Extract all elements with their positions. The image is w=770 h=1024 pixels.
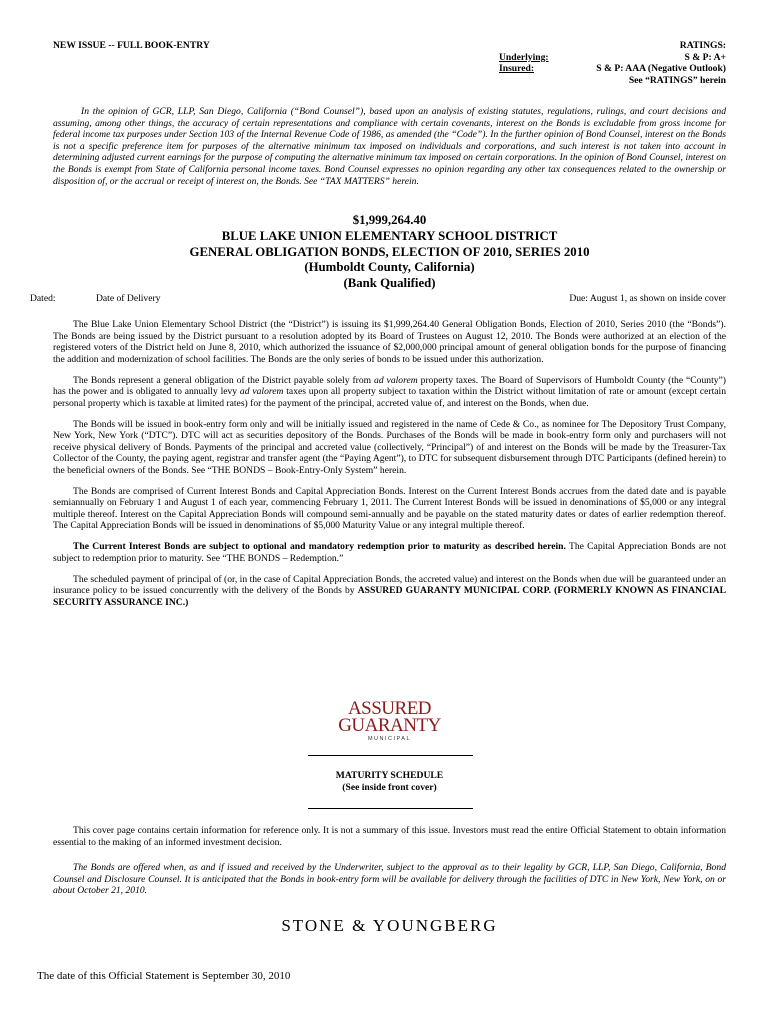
body-text bbox=[53, 319, 726, 618]
bond-series: GENERAL OBLIGATION BONDS, ELECTION OF 2010, SERIES 2010 bbox=[189, 244, 590, 259]
header bbox=[53, 40, 726, 96]
rating-labels bbox=[499, 52, 549, 75]
district-name: BLUE LAKE UNION ELEMENTARY SCHOOL DISTRICT bbox=[221, 228, 558, 243]
text-run: The scheduled payment of principal of (or, in the case of Capital Appreciation Bonds, the accreted value) and interest on the Bonds when due will be guaranteed under an insurance policy to be issued concurrently with the delivery of the Bonds by bbox=[53, 573, 726, 597]
bank-qualified: (Bank Qualified) bbox=[343, 276, 436, 291]
due-date: Due: August 1, as shown on inside cover bbox=[569, 293, 726, 304]
divider-top bbox=[308, 755, 473, 756]
county: (Humboldt County, California) bbox=[304, 260, 475, 275]
see-ratings: See “RATINGS” herein bbox=[628, 74, 726, 86]
logo-line-municipal: MUNICIPAL bbox=[367, 736, 412, 742]
paragraph-obligation bbox=[53, 375, 726, 410]
text-run-italic: ad valorem bbox=[239, 386, 284, 398]
official-statement-cover bbox=[30, 40, 727, 982]
statement-date: The date of this Official Statement is September 30, 2010 bbox=[37, 970, 291, 982]
dated-value: Date of Delivery bbox=[96, 293, 161, 304]
bond-title bbox=[53, 213, 726, 292]
reference-notice: This cover page contains certain information for reference only. It is not a summary of this issue. Investors must read the entire Official Statement to obtain information essential to the making of an informed investment decision. bbox=[53, 825, 726, 848]
ratings-block bbox=[596, 40, 726, 86]
divider-bottom bbox=[308, 808, 473, 809]
insured-label: Insured: bbox=[499, 63, 535, 74]
underwriter-logo: STONE & YOUNGBERG bbox=[281, 916, 498, 935]
underlying-label: Underlying: bbox=[499, 51, 549, 63]
paragraph-bond-types: The Bonds are comprised of Current Interest Bonds and Capital Appreciation Bonds. Interest on the Current Interest Bonds accrues from the dated date and is payable semiannually on February 1 and August 1 of each year, commencing February 1, 2011. The Current Interest Bonds will be issued in denominations of $5,000 or any integral multiple thereof. Interest on the Capital Appreciation Bonds will compound semi-annually and be payable on the stated maturity dates or dates of earlier redemption thereof. The Capital Appreciation Bonds will be issued in denominations of $5,000 Maturity Value or any integral multiple thereof. bbox=[53, 485, 726, 532]
text-run-italic: ad valorem bbox=[374, 374, 418, 386]
offering-notice: The Bonds are offered when, as and if issued and received by the Underwriter, subject to the approval as to their legality by GCR, LLP, San Diego, California, Bond Counsel and Disclosure Counsel. It is anticipated that the Bonds in book-entry form will be available for delivery through the facilities of DTC in New York, New York, on or about October 21, 2010. bbox=[53, 862, 726, 897]
assured-guaranty-logo bbox=[53, 700, 726, 742]
dated-label: Dated: bbox=[30, 293, 56, 304]
text-run-bold: ASSURED GUARANTY MUNICIPAL CORP. (FORMERLY KNOWN AS FINANCIAL SECURITY ASSURANCE INC.) bbox=[53, 585, 726, 608]
maturity-schedule bbox=[53, 770, 726, 793]
paragraph-redemption bbox=[53, 541, 726, 564]
text-run-bold: The Current Interest Bonds are subject to optional and mandatory redemption prior to maturity as described herein. bbox=[73, 541, 566, 553]
text-run: The Bonds represent a general obligation of the District payable solely from bbox=[73, 374, 375, 386]
issue-type: NEW ISSUE -- FULL BOOK-ENTRY bbox=[53, 40, 210, 51]
text-run: taxes upon all property subject to taxation within the District without limitation of rate or amount (except certain personal property which is taxable at limited rates) for the payment of the principal, accreted value of, and interest on the Bonds, when due. bbox=[53, 386, 726, 409]
tax-opinion: In the opinion of GCR, LLP, San Diego, California (“Bond Counsel”), based upon an analysis of existing statutes, regulations, rulings, and court decisions and assuming, among other things, the accuracy of certain representations and compliance with certain covenants, interest on the Bonds is excludable from gross income for federal income tax purposes under Section 103 of the Internal Revenue Code of 1986, as amended (the “Code”). In the further opinion of Bond Counsel, interest on the Bonds is not a specific preference item for purposes of the alternative minimum tax imposed on individuals and corporations, and such interest is not taken into account in determining adjusted current earnings for the purpose of computing the alternative minimum tax imposed on certain corporations. In the opinion of Bond Counsel, interest on the Bonds is exempt from State of California personal income taxes. Bond Counsel expresses no opinion regarding any other tax consequences related to the ownership or disposition of, or the accrual or receipt of interest on, the Bonds. See “TAX MATTERS” herein. bbox=[53, 106, 726, 187]
text-run: property taxes. The Board of Supervisors of Humboldt County (the “County”) has the power and is obligated to annually levy bbox=[53, 374, 726, 398]
text-run: The Capital Appreciation Bonds are not subject to redemption prior to maturity. See “THE BONDS – Redemption.” bbox=[53, 541, 727, 564]
paragraph-book-entry: The Bonds will be issued in book-entry form only and will be initially issued and registered in the name of Cede & Co., as nominee for The Depository Trust Company, New York, New York (“DTC”). DTC will act as securities depository of the Bonds. Purchases of the Bonds will be made in book-entry form only and purchasers will not receive physical delivery of Bonds. Payments of the principal and accreted value (collectively, “Principal”) of and interest on the Bonds will be made by the Treasurer-Tax Collector of the County, the paying agent, registrar and transfer agent (the “Paying Agent”), to DTC for subsequent disbursement through DTC Participants (defined herein) to the beneficial owners of the Bonds. See “THE BONDS – Book-Entry-Only System” herein. bbox=[53, 418, 726, 476]
logo-line-guaranty: GUARANTY bbox=[338, 715, 441, 736]
ratings-label: RATINGS: bbox=[679, 40, 726, 51]
paragraph-issuance: The Blue Lake Union Elementary School District (the “District”) is issuing its $1,999,264.40 General Obligation Bonds, Election of 2010, Series 2010 (the “Bonds”). The Bonds are being issued by the District pursuant to a resolution adopted by its Board of Trustees on August 12, 2010. The Bonds were authorized at an election of the registered voters of the District held on June 8, 2010, which authorized the issuance of $2,000,000 principal amount of general obligation bonds for the purpose of financing the addition and modernization of school facilities. The Bonds are the only series of bonds to be issued under this authorization. bbox=[53, 319, 726, 365]
underlying-rating: S & P: A+ bbox=[684, 51, 726, 63]
maturity-subtitle: (See inside front cover) bbox=[342, 781, 437, 793]
logo-line-assured: ASSURED bbox=[347, 698, 432, 719]
bond-amount: $1,999,264.40 bbox=[352, 213, 427, 227]
maturity-title: MATURITY SCHEDULE bbox=[335, 770, 444, 781]
paragraph-insurance bbox=[53, 574, 726, 609]
insured-rating: S & P: AAA (Negative Outlook) bbox=[596, 63, 726, 74]
